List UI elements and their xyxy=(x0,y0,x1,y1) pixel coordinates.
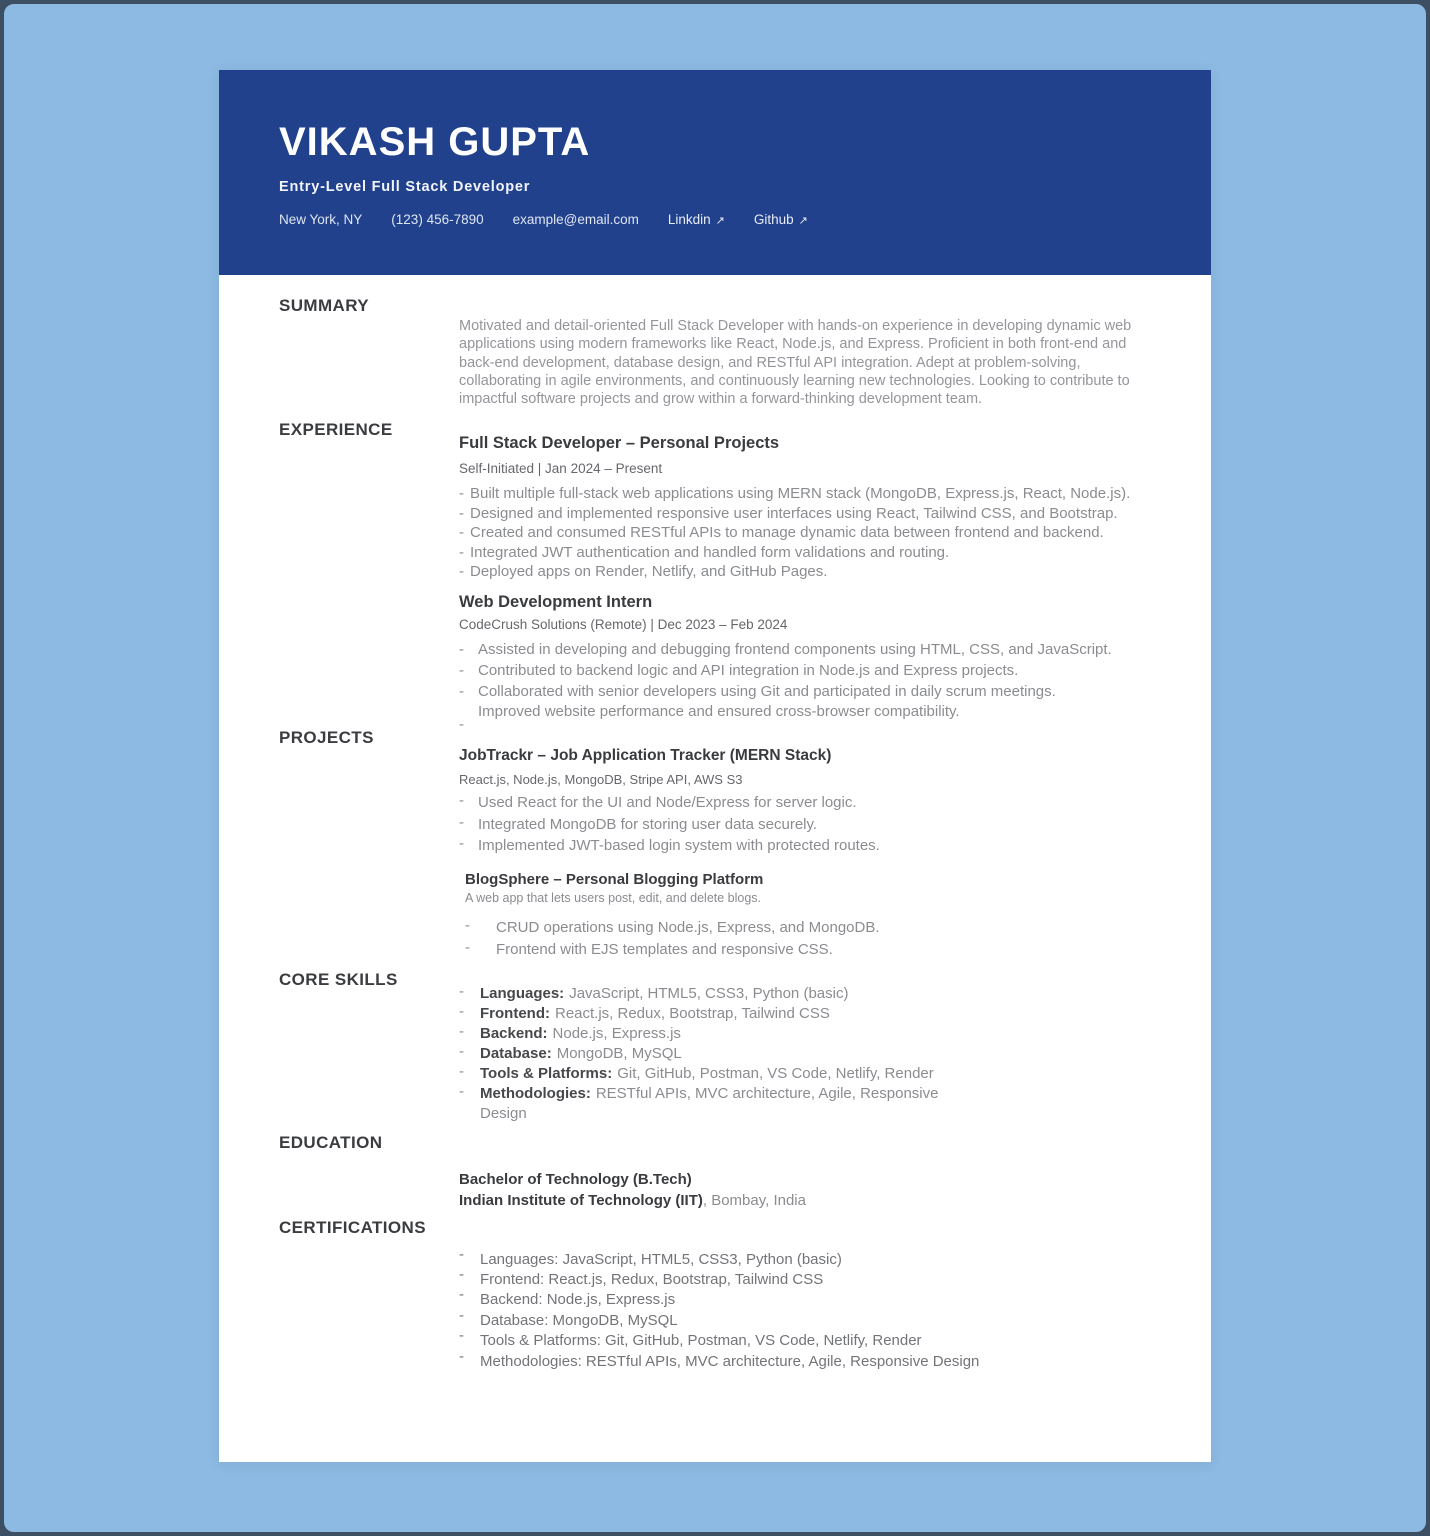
certification-text: Tools & Platforms: Git, GitHub, Postman, VS Code, Netlify, Render xyxy=(480,1332,922,1350)
external-link-icon: ↗ xyxy=(798,215,808,227)
certification-item xyxy=(459,1306,1151,1331)
section-heading-core-skills: CORE SKILLS xyxy=(279,969,398,989)
certifications-list xyxy=(459,1217,1151,1372)
linkedin-link[interactable] xyxy=(668,212,725,227)
bullet-item xyxy=(459,484,1151,504)
skill-detail: RESTful APIs, MVC architecture, Agile, Responsive Design xyxy=(480,1084,939,1122)
projects-content xyxy=(459,727,1151,961)
dash-bullet: - xyxy=(459,524,464,542)
bullet-text: Created and consumed RESTful APIs to manage dynamic data between frontend and backend. xyxy=(470,524,1104,542)
bullet-text: Frontend with EJS templates and responsive CSS. xyxy=(496,940,833,958)
skill-detail: MongoDB, MySQL xyxy=(556,1044,682,1062)
skill-item xyxy=(459,1024,939,1044)
section-education xyxy=(219,1132,1211,1211)
bullet-text: Collaborated with senior developers using Git and participated in daily scrum meetings. xyxy=(478,682,1056,700)
project-item xyxy=(459,745,1151,857)
skill-category: Languages: xyxy=(480,984,565,1002)
certification-item xyxy=(459,1245,1151,1270)
skill-item xyxy=(459,984,939,1004)
contact-location: New York, NY xyxy=(279,212,363,227)
dash-bullet: - xyxy=(459,1082,464,1100)
skill-item xyxy=(459,1064,939,1084)
education-school xyxy=(459,1190,1151,1211)
skill-item xyxy=(459,1084,939,1124)
project-bullet-list xyxy=(465,917,1151,961)
candidate-name: VIKASH GUPTA xyxy=(279,120,591,164)
dash-bullet: - xyxy=(459,504,464,522)
certification-item xyxy=(459,1266,1151,1290)
experience-item xyxy=(459,591,1151,734)
section-summary xyxy=(219,295,1211,408)
dash-bullet: - xyxy=(459,792,464,810)
core-skills-list xyxy=(459,969,1151,1124)
skill-category: Backend: xyxy=(480,1024,548,1042)
dash-bullet: - xyxy=(459,682,464,700)
bullet-text: CRUD operations using Node.js, Express, and MongoDB. xyxy=(496,918,880,936)
bullet-item xyxy=(465,939,1151,961)
dash-bullet: - xyxy=(459,1306,464,1324)
skill-category: Database: xyxy=(480,1044,552,1062)
bullet-text: Implemented JWT-based login system with protected routes. xyxy=(478,837,880,855)
section-experience xyxy=(219,419,1211,734)
bullet-item xyxy=(459,523,1151,543)
certification-text: Methodologies: RESTful APIs, MVC architecture, Agile, Responsive Design xyxy=(480,1352,980,1370)
bullet-text: Integrated JWT authentication and handled form validations and routing. xyxy=(470,543,950,561)
bullet-item xyxy=(459,702,1151,734)
skill-detail: JavaScript, HTML5, CSS3, Python (basic) xyxy=(569,984,849,1002)
bullet-item xyxy=(465,917,1151,939)
skill-detail: Node.js, Express.js xyxy=(552,1024,681,1042)
experience-item xyxy=(459,432,1151,582)
dash-bullet: - xyxy=(459,640,464,658)
skill-detail: Git, GitHub, Postman, VS Code, Netlify, Render xyxy=(617,1064,934,1082)
linkedin-link-label: Linkdin xyxy=(667,212,711,227)
bullet-text: Improved website performance and ensured cross-browser compatibility. xyxy=(478,703,960,721)
section-heading-experience: EXPERIENCE xyxy=(279,420,393,440)
bullet-text: Used React for the UI and Node/Express for server logic. xyxy=(478,794,857,812)
dash-bullet: - xyxy=(459,543,464,561)
section-projects xyxy=(219,727,1211,961)
dash-bullet: - xyxy=(459,1022,464,1040)
dash-bullet: - xyxy=(465,916,470,934)
certification-item xyxy=(459,1327,1151,1351)
skill-category: Frontend: xyxy=(480,1004,550,1022)
experience-bullet-list xyxy=(459,640,1151,734)
education-degree: Bachelor of Technology (B.Tech) xyxy=(459,1170,692,1188)
education-location: , Bombay, India xyxy=(702,1191,806,1209)
section-certifications xyxy=(219,1217,1211,1372)
bullet-item xyxy=(459,682,1151,703)
external-link-icon: ↗ xyxy=(715,215,725,227)
bullet-item xyxy=(459,814,1151,836)
github-link-label: Github xyxy=(753,212,794,227)
github-link[interactable] xyxy=(754,212,808,227)
experience-job-title: Web Development Intern xyxy=(459,592,653,611)
dash-bullet: - xyxy=(459,563,464,581)
bullet-text: Deployed apps on Render, Netlify, and GitHub Pages. xyxy=(470,563,828,581)
bullet-item xyxy=(459,640,1151,661)
dash-bullet: - xyxy=(459,716,464,734)
bullet-item xyxy=(459,661,1151,682)
dash-bullet: - xyxy=(465,938,470,956)
candidate-role: Entry-Level Full Stack Developer xyxy=(279,179,531,195)
skill-category: Methodologies: xyxy=(480,1084,591,1102)
bullet-item xyxy=(459,792,1151,814)
dash-bullet: - xyxy=(459,1002,464,1020)
project-subtitle: React.js, Node.js, MongoDB, Stripe API, AWS S3 xyxy=(459,772,743,788)
dash-bullet: - xyxy=(459,1042,464,1060)
resume-document xyxy=(219,70,1211,1462)
bullet-text: Assisted in developing and debugging frontend components using HTML, CSS, and JavaScript. xyxy=(478,640,1112,658)
section-heading-summary: SUMMARY xyxy=(279,296,369,315)
dash-bullet: - xyxy=(459,1286,464,1304)
certification-text: Frontend: React.js, Redux, Bootstrap, Tailwind CSS xyxy=(480,1271,824,1289)
project-bullet-list xyxy=(459,792,1151,857)
certification-text: Languages: JavaScript, HTML5, CSS3, Python (basic) xyxy=(480,1250,842,1268)
section-core-skills xyxy=(219,969,1211,1124)
dash-bullet: - xyxy=(459,1347,464,1365)
dash-bullet: - xyxy=(459,1062,464,1080)
contact-phone: (123) 456-7890 xyxy=(391,212,484,227)
dash-bullet: - xyxy=(459,1327,464,1345)
certification-text: Backend: Node.js, Express.js xyxy=(480,1291,676,1309)
bullet-item xyxy=(459,835,1151,857)
skill-detail: React.js, Redux, Bootstrap, Tailwind CSS xyxy=(554,1004,830,1022)
project-item xyxy=(465,870,1151,961)
section-heading-education: EDUCATION xyxy=(279,1132,383,1152)
summary-text: Motivated and detail-oriented Full Stack Developer with hands-on experience in developing dynamic web applications using modern frameworks like React, Node.js, and Express. Proficient in both front-end and back-end development, database design, and RESTful API integration. Adept at problem-solving, collaborating in agile environments, and continuously learning new technologies. Looking to contribute to impactful software projects and grow within a forward-thinking development team. xyxy=(459,318,1132,408)
dash-bullet: - xyxy=(459,1266,464,1284)
bullet-text: Integrated MongoDB for storing user data securely. xyxy=(478,815,818,833)
skill-item xyxy=(459,1044,939,1064)
bullet-text: Designed and implemented responsive user interfaces using React, Tailwind CSS, and Bootstrap. xyxy=(470,504,1118,522)
dash-bullet: - xyxy=(459,1245,464,1263)
bullet-item xyxy=(459,504,1151,524)
experience-job-title: Full Stack Developer – Personal Projects xyxy=(459,434,780,453)
bullet-item xyxy=(459,562,1151,582)
section-heading-certifications: CERTIFICATIONS xyxy=(279,1217,426,1237)
contact-row xyxy=(279,212,1151,227)
certification-item xyxy=(459,1347,1151,1372)
dash-bullet: - xyxy=(459,835,464,853)
education-institution: Indian Institute of Technology (IIT) xyxy=(459,1191,703,1209)
dash-bullet: - xyxy=(459,813,464,831)
contact-email: example@email.com xyxy=(512,212,639,227)
bullet-item xyxy=(459,543,1151,563)
certification-text: Database: MongoDB, MySQL xyxy=(480,1311,678,1329)
skill-item xyxy=(459,1004,939,1024)
project-subtitle: A web app that lets users post, edit, and delete blogs. xyxy=(465,890,762,905)
experience-content xyxy=(459,419,1151,734)
bullet-text: Contributed to backend logic and API integration in Node.js and Express projects. xyxy=(478,661,1019,679)
project-title: BlogSphere – Personal Blogging Platform xyxy=(465,870,764,888)
project-title: JobTrackr – Job Application Tracker (MERN Stack) xyxy=(459,747,832,765)
resume-header xyxy=(219,70,1211,275)
dash-bullet: - xyxy=(459,485,464,503)
bullet-text: Built multiple full-stack web applications using MERN stack (MongoDB, Express.js, React, Node.js). xyxy=(470,485,1131,503)
certification-item xyxy=(459,1286,1151,1310)
experience-job-meta: CodeCrush Solutions (Remote) | Dec 2023 – Feb 2024 xyxy=(459,616,788,632)
education-content xyxy=(459,1132,1151,1211)
section-heading-projects: PROJECTS xyxy=(279,728,374,748)
experience-job-meta: Self-Initiated | Jan 2024 – Present xyxy=(459,461,663,477)
dash-bullet: - xyxy=(459,661,464,679)
skill-category: Tools & Platforms: xyxy=(480,1064,613,1082)
experience-bullet-list xyxy=(459,484,1151,582)
dash-bullet: - xyxy=(459,982,464,1000)
